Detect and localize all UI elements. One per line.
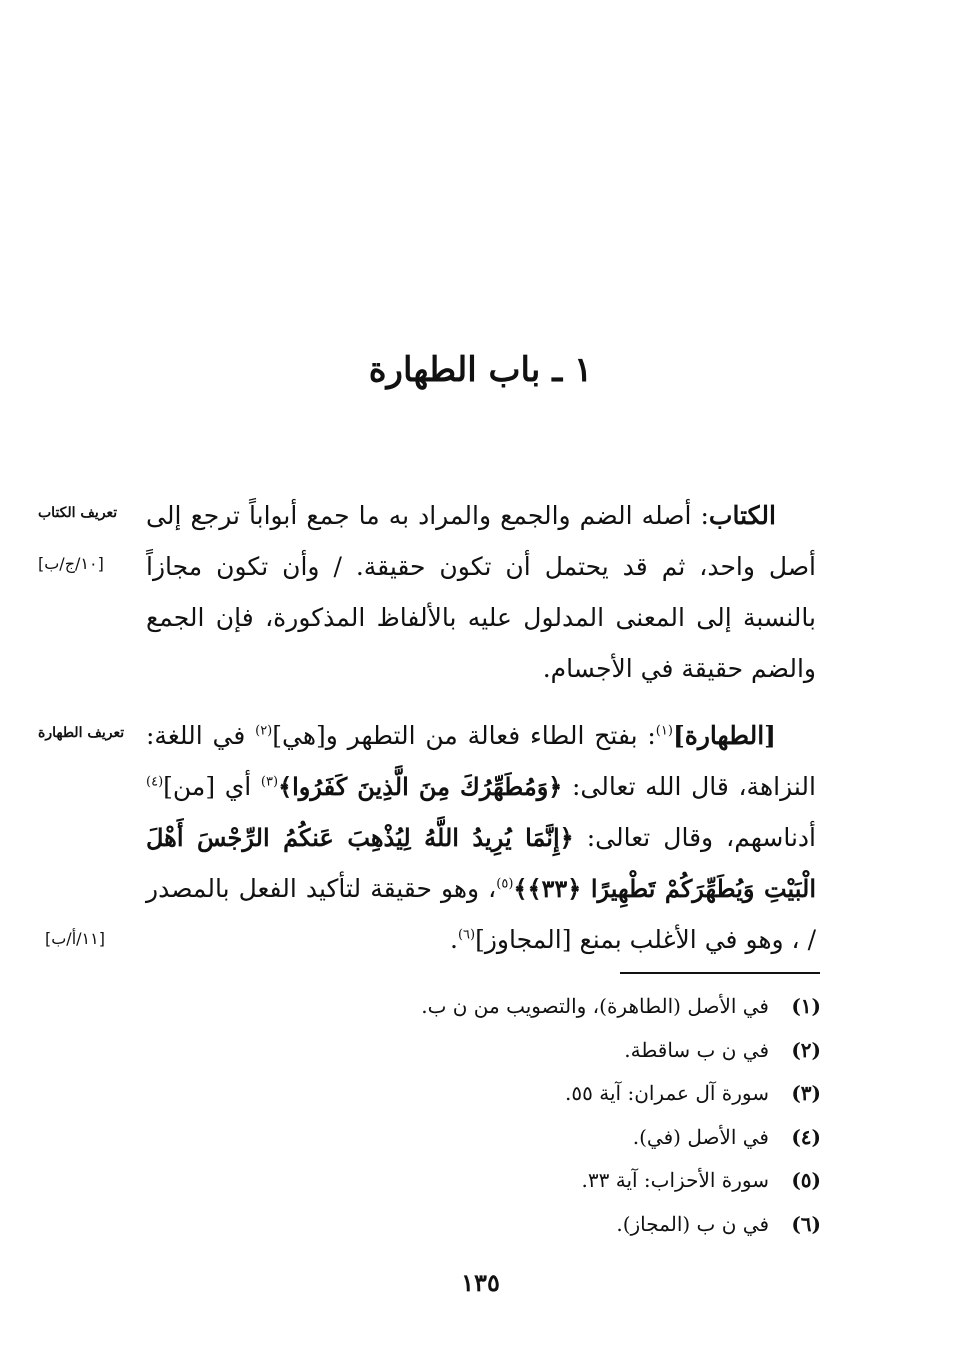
quran-verse-2: ﴿إِنَّمَا يُرِيدُ اللَّهُ لِيُذْهِبَ عَنكُمُ الرِّجْسَ أَهْلَ الْبَيْتِ وَيُطَهِّرَكُمْ تَطْهِيرًا ﴿٣٣﴾﴾ xyxy=(146,823,816,903)
footnote-2 xyxy=(261,1029,821,1073)
chapter-title: ١ ـ باب الطهارة xyxy=(368,350,593,390)
paragraph-kitab-definition xyxy=(146,490,816,694)
footnote-5 xyxy=(261,1159,821,1203)
margin-note-kitab: تعريف الكتاب xyxy=(38,505,118,521)
paragraph-taharah-text-a: : بفتح الطاء فعالة من التطهر و xyxy=(325,721,656,750)
footnote-number: (٥) xyxy=(791,1168,821,1192)
paragraph-taharah-text-d: أدناسهم، وقال تعالى: xyxy=(573,823,816,852)
footnote-ref-4: (٤) xyxy=(146,774,164,790)
footnote-number: (٤) xyxy=(791,1124,821,1149)
footnote-text: في ن ب (المجاز). xyxy=(616,1211,769,1236)
term-taharah: [الطهارة] xyxy=(672,721,776,750)
footnote-text: سورة آل عمران: آية ٥٥. xyxy=(565,1081,769,1105)
page-number: ١٣٥ xyxy=(461,1268,500,1297)
footnote-ref-2: (٢) xyxy=(255,723,273,739)
margin-note-taharah: تعريف الطهارة xyxy=(38,725,125,741)
footnote-ref-5: (٥) xyxy=(496,876,514,892)
footnote-6 xyxy=(261,1203,821,1247)
bracket-hiya: [هي] xyxy=(272,721,326,750)
footnote-3 xyxy=(261,1072,821,1116)
footnote-1 xyxy=(261,985,821,1029)
margin-ref-manuscript-1: [١٠/ج/ب] xyxy=(38,554,104,573)
footnote-number: (٦) xyxy=(791,1211,821,1236)
footnote-separator xyxy=(620,972,820,974)
footnote-text: في الأصل (الطاهرة)، والتصويب من ن ب. xyxy=(421,994,769,1018)
paragraph-taharah-text-e: ، وهو حقيقة لتأكيد الفعل بالمصدر / ، وهو في الأغلب بمنع [المجاوز] xyxy=(146,874,816,954)
footnotes-list xyxy=(261,985,821,1246)
paragraph-taharah-definition xyxy=(146,710,816,965)
quran-verse-1: ﴿وَمُطَهِّرُكَ مِنَ الَّذِينَ كَفَرُوا﴾ xyxy=(278,772,563,801)
footnote-ref-6: (٦) xyxy=(457,927,476,943)
paragraph-taharah-text-c: أي [من] xyxy=(163,772,261,801)
footnote-number: (٢) xyxy=(791,1037,821,1062)
footnote-text: في الأصل (في). xyxy=(632,1124,769,1149)
footnote-number: (٣) xyxy=(791,1081,821,1105)
paragraph-taharah-text-f: . xyxy=(449,925,458,954)
footnote-4 xyxy=(261,1116,821,1160)
footnote-ref-1: (١) xyxy=(655,723,673,739)
footnote-number: (١) xyxy=(791,994,821,1018)
margin-ref-manuscript-2: [١١/أ/ب] xyxy=(45,929,105,948)
term-kitab: الكتاب xyxy=(708,501,776,530)
footnote-text: في ن ب ساقطة. xyxy=(624,1037,769,1062)
footnote-ref-3: (٣) xyxy=(260,774,279,790)
paragraph-taharah-text-b: في اللغة: النزاهة، قال الله تعالى: xyxy=(146,721,816,801)
footnote-text: سورة الأحزاب: آية ٣٣. xyxy=(581,1168,769,1192)
paragraph-kitab-text: : أصله الضم والجمع والمراد به ما جمع أبواباً ترجع إلى أصل واحد، ثم قد يحتمل أن تكون حقيقة. / وأن تكون مجازاً بالنسبة إلى المعنى المدلول عليه بالألفاظ المذكورة، فإن الجمع والضم حقيقة في الأجسام. xyxy=(146,501,816,683)
